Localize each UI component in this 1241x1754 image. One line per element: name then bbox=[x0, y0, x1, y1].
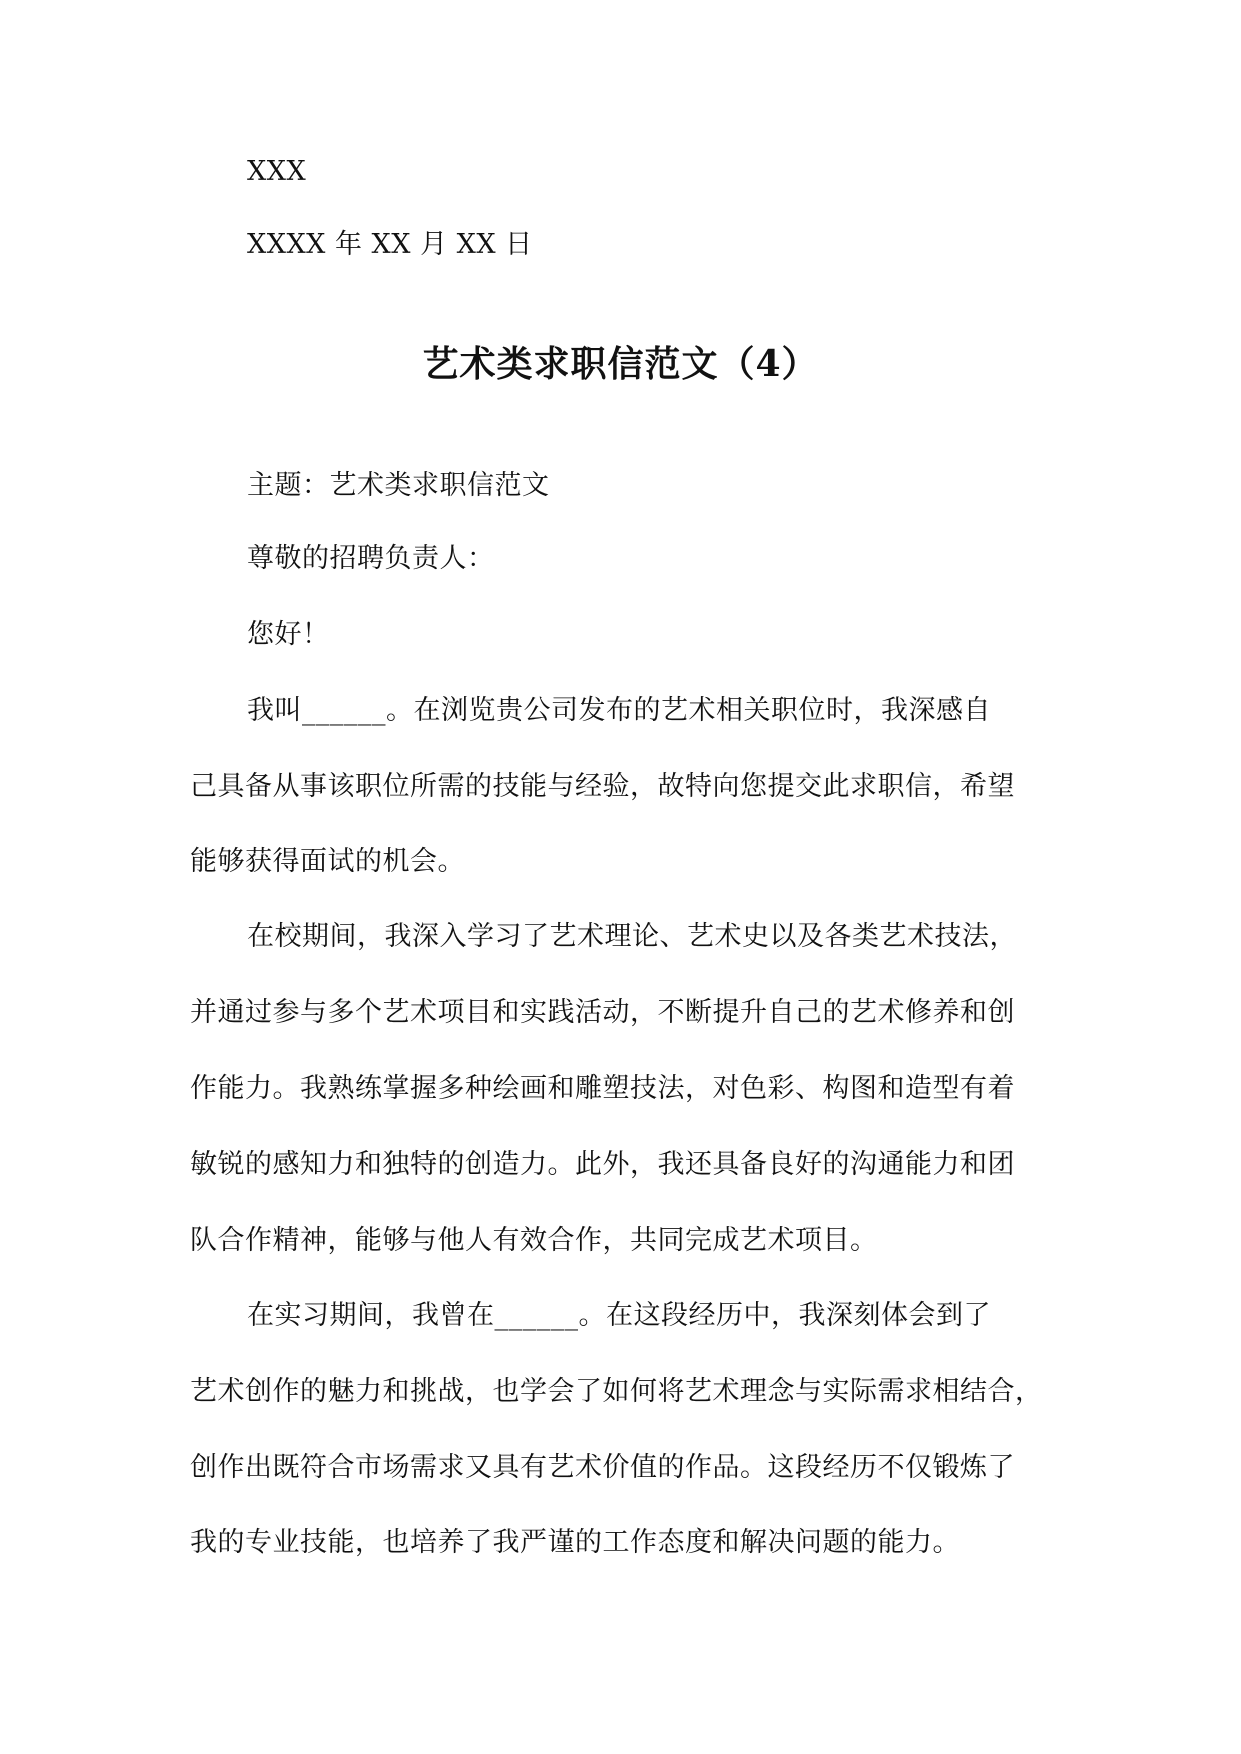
paragraph-3-line-3: 创作出既符合市场需求又具有艺术价值的作品。这段经历不仅锻炼了 bbox=[190, 1452, 1015, 1483]
paragraph-2-line-2: 并通过参与多个艺术项目和实践活动，不断提升自己的艺术修养和创 bbox=[190, 997, 1015, 1028]
paragraph-1-line-1: 我叫______。在浏览贵公司发布的艺术相关职位时，我深感自 bbox=[247, 695, 991, 726]
signature-line: XXX bbox=[247, 156, 307, 187]
paragraph-1-line-3: 能够获得面试的机会。 bbox=[190, 846, 465, 877]
greeting-line: 您好！ bbox=[247, 619, 330, 650]
paragraph-2-line-5: 队合作精神，能够与他人有效合作，共同完成艺术项目。 bbox=[190, 1225, 878, 1256]
paragraph-3-line-2: 艺术创作的魅力和挑战，也学会了如何将艺术理念与实际需求相结合， bbox=[190, 1376, 1043, 1407]
paragraph-3-line-1: 在实习期间，我曾在______。在这段经历中，我深刻体会到了 bbox=[247, 1300, 991, 1331]
paragraph-1-line-2: 己具备从事该职位所需的技能与经验，故特向您提交此求职信，希望 bbox=[190, 771, 1015, 802]
paragraph-2-line-3: 作能力。我熟练掌握多种绘画和雕塑技法，对色彩、构图和造型有着 bbox=[190, 1073, 1015, 1104]
subject-line: 主题：艺术类求职信范文 bbox=[247, 470, 550, 501]
paragraph-2-line-1: 在校期间，我深入学习了艺术理论、艺术史以及各类艺术技法， bbox=[247, 921, 1017, 952]
paragraph-3-line-4: 我的专业技能，也培养了我严谨的工作态度和解决问题的能力。 bbox=[190, 1527, 960, 1558]
document-title: 艺术类求职信范文（4） bbox=[422, 343, 819, 385]
date-line: XXXX 年 XX 月 XX 日 bbox=[247, 229, 533, 260]
salutation-line: 尊敬的招聘负责人： bbox=[247, 543, 495, 574]
paragraph-2-line-4: 敏锐的感知力和独特的创造力。此外，我还具备良好的沟通能力和团 bbox=[190, 1149, 1015, 1180]
